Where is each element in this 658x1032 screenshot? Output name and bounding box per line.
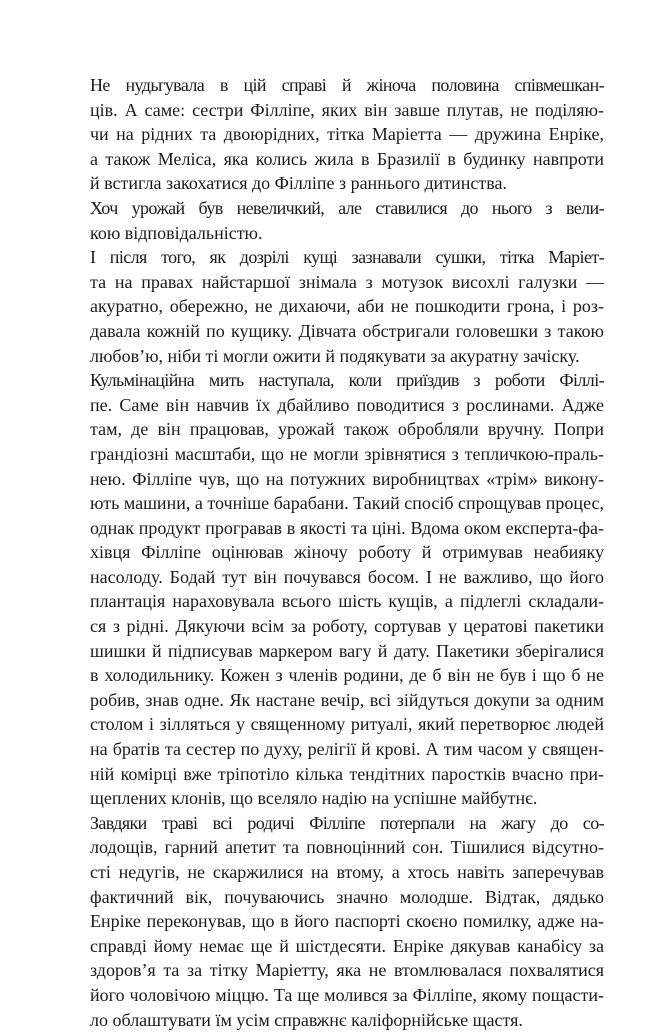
text-line: пе. Саме він навчив їх дбайливо поводитися з рослинами. Адже bbox=[90, 394, 604, 415]
paragraph bbox=[54, 368, 604, 811]
text-line: робив, знав одне. Як настане вечір, всі зійдуться докупи за одним bbox=[90, 689, 604, 710]
text-line: Не нудьгувала в цій справі й жіноча половина співмешкан- bbox=[90, 75, 604, 95]
text-line: столом і зілляться у священному ритуалі, який перетворює людей bbox=[90, 714, 604, 735]
text-line: любов’ю, ніби ті могли ожити й подякувати за акуратну зачіску. bbox=[90, 345, 580, 366]
text-line: плантація нараховувала всього шість кущів, а підлеглі складали- bbox=[90, 591, 604, 612]
text-line: Енріке переконував, що в його паспорті скоєно помилку, адже на- bbox=[90, 911, 604, 932]
text-line: однак продукт програвав в якості та ціні. Вдома оком експерта-фа- bbox=[90, 517, 604, 538]
text-line: акуратно, обережно, не дихаючи, аби не пошкодити грона, і роз- bbox=[90, 296, 604, 317]
text-line: Завдяки траві всі родичі Філліпе потерпали на жагу до со- bbox=[90, 812, 604, 833]
text-line: ють машини, а точніше барабани. Такий спосіб спрощував процес, bbox=[90, 493, 604, 514]
text-line: шишки й підписував маркером вагу й дату. Пакетики зберігалися bbox=[90, 640, 604, 661]
text-line: ній комірці вже тріпотіло кілька тендітних паростків вчасно при- bbox=[90, 763, 604, 784]
text-line: І після того, як дозрілі кущі зазнавали сушки, тітка Маріет- bbox=[90, 247, 604, 268]
text-line: кою відповідальністю. bbox=[90, 222, 263, 243]
text-line: чи на рідних та двоюрідних, тітка Маріетта — дружина Енріке, bbox=[90, 124, 604, 145]
text-line: на братів та сестер по духу, релігії й крові. А тим часом у священ- bbox=[90, 739, 604, 760]
paragraph bbox=[54, 811, 604, 1032]
text-line: сті недугів, не скаржилися на втому, а хтось навіть заперечував bbox=[90, 862, 604, 882]
text-line: його чоловічою міццю. Та ще молився за Філліпе, якому пощасти- bbox=[90, 984, 604, 1005]
text-line: Хоч урожай був невеличкий, але ставилися до нього з вели- bbox=[90, 197, 604, 218]
text-line: там, де він працював, урожай також обробляли вручну. Попри bbox=[90, 419, 604, 440]
paragraph bbox=[54, 73, 604, 196]
text-line: ло облаштувати їм усім справжнє каліфорнійське щастя. bbox=[90, 1009, 523, 1030]
text-line: ся з рідні. Дякуючи всім за роботу, сортував у цератові пакетики bbox=[90, 616, 604, 637]
text-line: а також Меліса, яка колись жила в Бразилії в будинку навпроти bbox=[90, 148, 604, 169]
paragraph bbox=[54, 245, 604, 368]
text-line: нею. Філліпе чув, що на потужних виробництвах «трім» викону- bbox=[90, 468, 604, 489]
text-line: Кульмінаційна мить наступала, коли приїздив з роботи Філлі- bbox=[90, 370, 604, 391]
text-line: й встигла закохатися до Філліпе з раннього дитинства. bbox=[90, 173, 507, 194]
text-line: лодощів, гарний апетит та повноцінний сон. Тішилися відсутно- bbox=[90, 837, 604, 858]
text-line: ців. А саме: сестри Філліпе, яких він завше плутав, не поділяю- bbox=[90, 99, 604, 120]
text-line: грандіозні масштаби, що не могли зрівнятися з тепличкою-праль- bbox=[90, 443, 604, 464]
book-page bbox=[54, 73, 604, 1032]
text-line: щеплених клонів, що вселяло надію на успішне майбутнє. bbox=[90, 788, 538, 809]
text-line: хівця Філліпе оцінював жіночу роботу й отримував неабияку bbox=[90, 542, 604, 563]
text-line: здоров’я та за тітку Маріетту, яка не втомлювалася похвалятися bbox=[90, 960, 604, 981]
text-line: в холодильнику. Кожен з членів родини, де б він не був і що б не bbox=[90, 665, 604, 686]
text-line: справді йому немає ще й шістдесяти. Енріке дякував канабісу за bbox=[90, 935, 604, 956]
text-line: фактичний вік, почуваючись значно молодше. Відтак, дядько bbox=[90, 886, 604, 907]
text-line: насолоду. Бодай тут він почувався босом. І не важливо, що його bbox=[90, 566, 604, 587]
text-line: давала кожній по кущику. Дівчата обстригали головешки з такою bbox=[90, 320, 604, 341]
text-line: та на правах найстаршої знімала з мотузок висохлі галузки — bbox=[90, 271, 604, 292]
paragraph bbox=[54, 196, 604, 245]
